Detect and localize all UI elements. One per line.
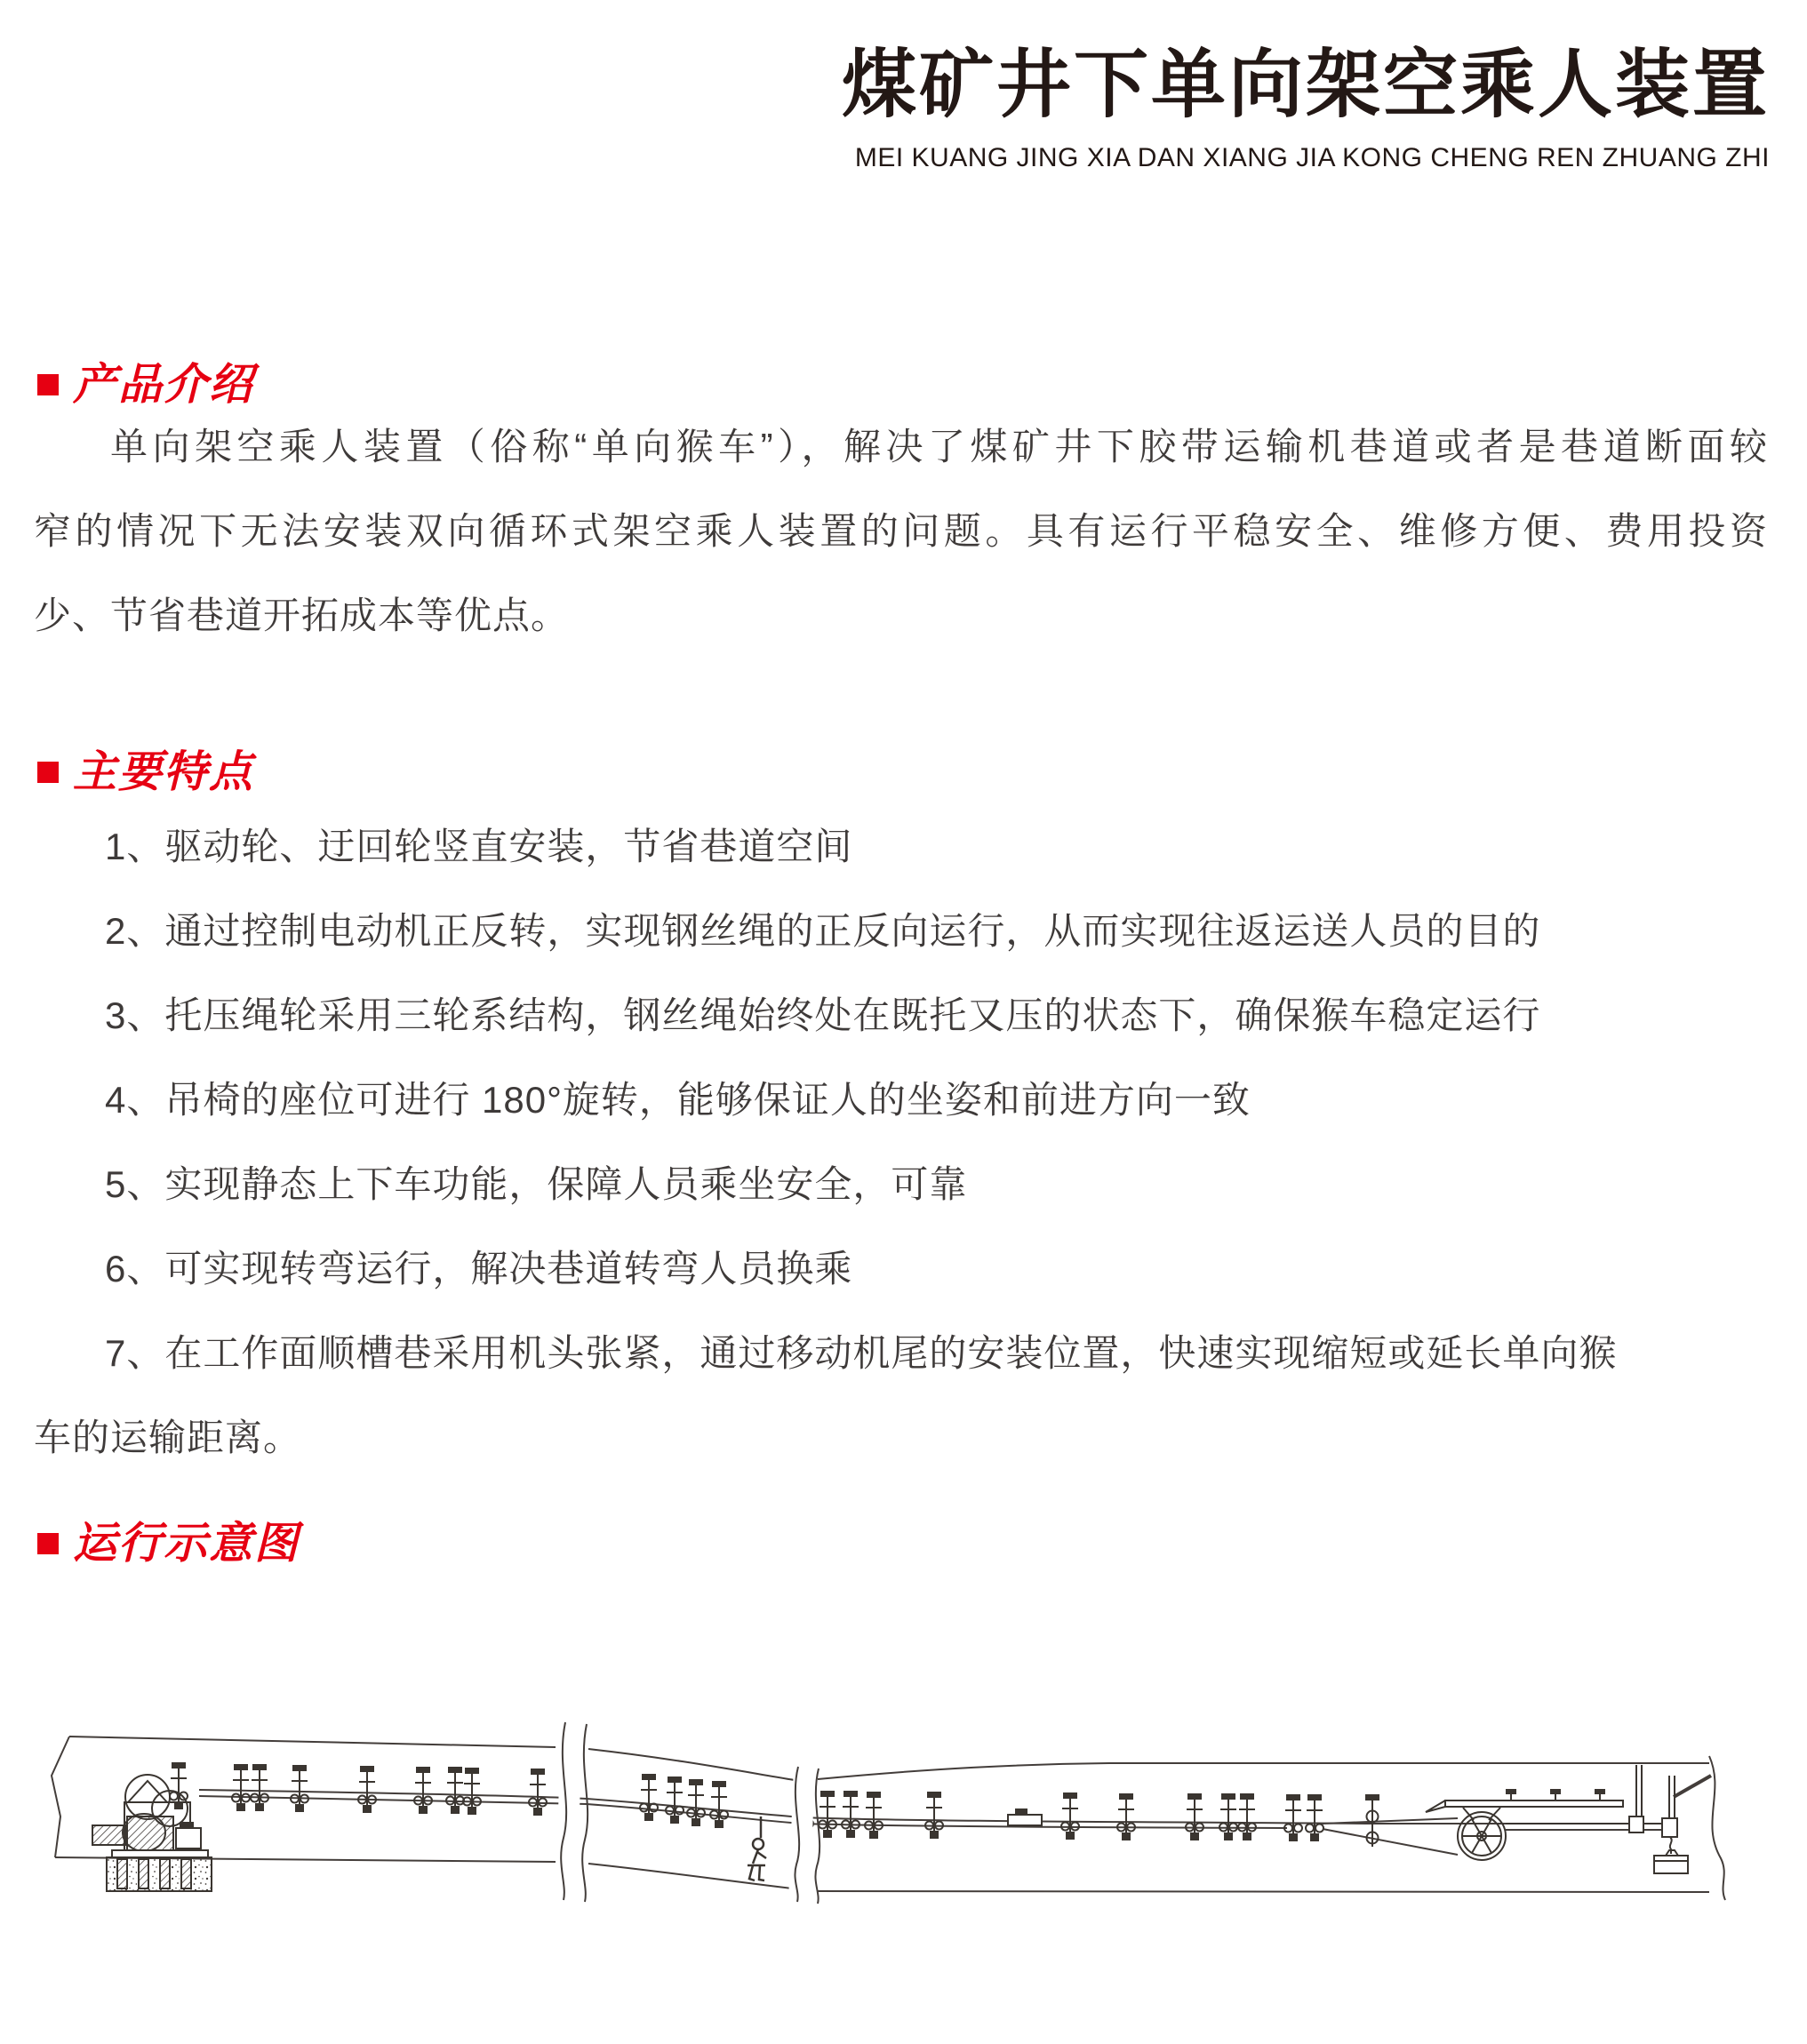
intro-paragraph: [34, 404, 1768, 658]
page-subtitle-pinyin: MEI KUANG JING XIA DAN XIANG JIA KONG CHENG REN ZHUANG ZHI: [854, 143, 1770, 172]
red-square-bullet-icon: [37, 1533, 59, 1554]
feature-item-continuation: 车的运输距离。: [34, 1417, 302, 1458]
features-list: [34, 804, 1768, 1480]
feature-item: 7、在工作面顺槽巷采用机头张紧，通过移动机尾的安装位置，快速实现缩短或延长单向猴: [105, 1332, 1618, 1374]
feature-item: 1、驱动轮、迂回轮竖直安装，节省巷道空间: [105, 826, 853, 867]
feature-item: 4、吊椅的座位可进行 180°旋转，能够保证人的坐姿和前进方向一致: [105, 1079, 1251, 1121]
feature-item: 5、实现静态上下车功能，保障人员乘坐安全，可靠: [105, 1163, 968, 1205]
section-heading-features: [37, 738, 254, 800]
section-heading-diagram: [37, 1509, 300, 1571]
feature-item: 2、通过控制电动机正反转，实现钢丝绳的正反向运行，从而实现往返运送人员的目的: [105, 910, 1541, 952]
intro-paragraph-line: 单向架空乘人装置（俗称“单向猴车”），解决了煤矿井下胶带运输机巷道或者是巷道断面较: [110, 426, 1768, 467]
red-square-bullet-icon: [37, 762, 59, 783]
rope-hangers: [170, 1763, 1379, 1847]
red-square-bullet-icon: [37, 374, 59, 395]
title-block: [842, 37, 1770, 174]
section-heading-intro: [37, 350, 254, 412]
feature-item: 3、托压绳轮采用三轮系结构，钢丝绳始终处在既托又压的状态下，确保猴车稳定运行: [105, 994, 1541, 1036]
operation-diagram: [43, 1667, 1767, 1907]
section-heading-features-label: 主要特点: [73, 748, 255, 796]
drive-station: [92, 1775, 212, 1891]
intro-paragraph-line: 少、节省巷道开拓成本等优点。: [34, 595, 570, 636]
return-wheel-station: [1426, 1765, 1688, 1873]
section-heading-intro-label: 产品介绍: [73, 361, 255, 409]
person-figure: [748, 1816, 766, 1880]
section-heading-diagram-label: 运行示意图: [73, 1520, 300, 1568]
feature-item: 6、可实现转弯运行，解决巷道转弯人员换乘: [105, 1248, 853, 1289]
operation-diagram-svg: [43, 1667, 1767, 1907]
page-title: 煤矿井下单向架空乘人装置: [841, 43, 1770, 126]
intro-paragraph-line: 窄的情况下无法安装双向循环式架空乘人装置的问题。具有运行平稳安全、维修方便、费用投资: [34, 510, 1768, 552]
